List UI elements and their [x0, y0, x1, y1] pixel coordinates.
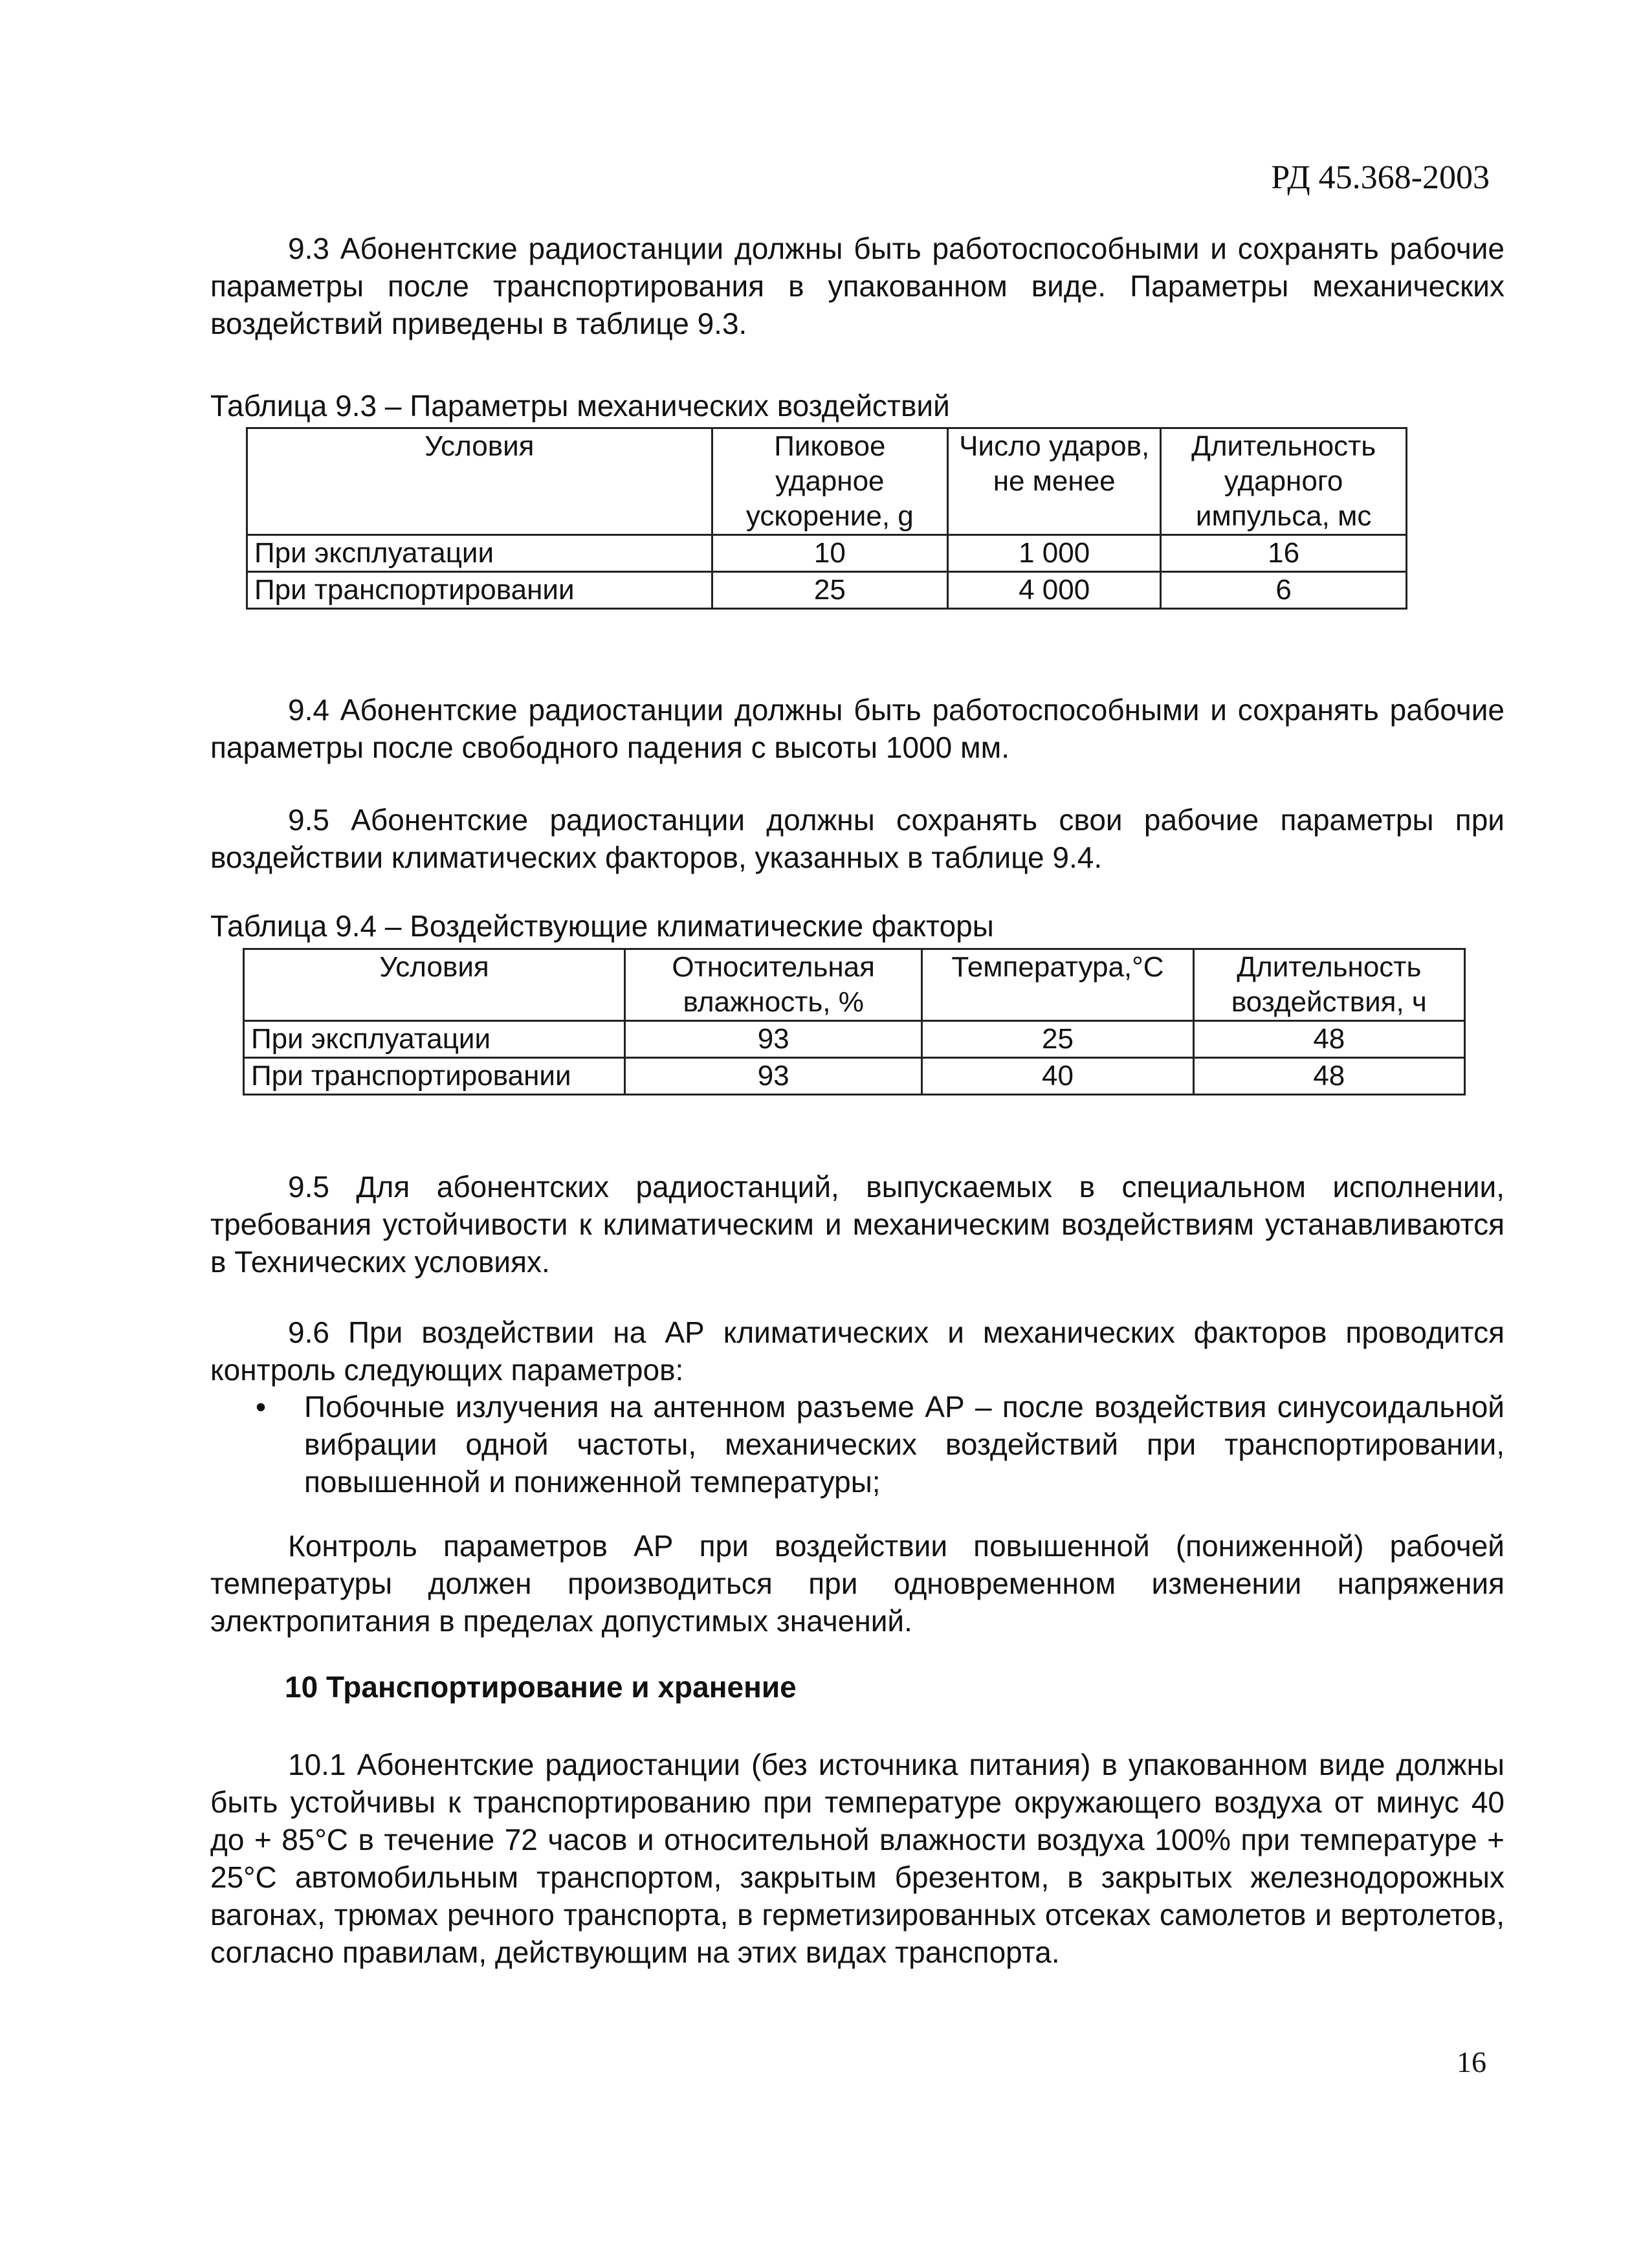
paragraph-9-6	[210, 1314, 1505, 1389]
document-code: РД 45.368-2003	[1271, 159, 1490, 196]
table-9-4	[243, 948, 1466, 1095]
paragraph-9-5b	[210, 1168, 1505, 1281]
table-cell: При транспортировании	[244, 1058, 625, 1095]
table-cell: 48	[1193, 1021, 1464, 1058]
paragraph-9-4	[210, 691, 1505, 766]
table-header-row	[244, 949, 1465, 1021]
bullet-dot: •	[256, 1390, 267, 1424]
table-cell: 1 000	[948, 535, 1161, 572]
bullet-text: Побочные излучения на антенном разъеме АР – после воздействия синусоидальной вибрации одной частоты, механических воздействий при транспортировании, повышенной и пониженной температуры;	[304, 1390, 1505, 1499]
table-cell: 4 000	[948, 572, 1161, 609]
table-cell: 25	[712, 572, 947, 609]
table-cell: 93	[625, 1021, 922, 1058]
header-cell: Условия	[247, 428, 712, 535]
paragraph-9-4-text: 9.4 Абонентские радиостанции должны быть работоспособными и сохранять рабочие параметры после свободного падения с высоты 1000 мм.	[210, 693, 1505, 764]
table-cell: 16	[1161, 535, 1407, 572]
paragraph-control-text: Контроль параметров АР при воздействии повышенной (пониженной) рабочей температуры должен производиться при одновременном изменении напряжения электропитания в пределах допустимых значений.	[210, 1529, 1505, 1638]
header-cell: Длительность ударного импульса, мс	[1161, 428, 1407, 535]
header-cell: Число ударов, не менее	[948, 428, 1161, 535]
header-cell: Длительность воздействия, ч	[1193, 949, 1464, 1021]
table-9-4-caption: Таблица 9.4 – Воздействующие климатические факторы	[210, 909, 994, 943]
section-10-heading: 10 Транспортирование и хранение	[285, 1670, 797, 1704]
paragraph-9-5b-text: 9.5 Для абонентских радиостанций, выпускаемых в специальном исполнении, требования устойчивости к климатическим и механическим воздействиям устанавливаются в Технических условиях.	[210, 1170, 1505, 1279]
paragraph-9-3	[210, 230, 1505, 342]
table-cell: 93	[625, 1058, 922, 1095]
header-cell: Условия	[244, 949, 625, 1021]
table-cell: При эксплуатации	[247, 535, 712, 572]
paragraph-9-6-text: 9.6 При воздействии на АР климатических и механических факторов проводится контроль следующих параметров:	[210, 1316, 1505, 1387]
paragraph-9-3-text: 9.3 Абонентские радиостанции должны быть работоспособными и сохранять рабочие параметры после транспортирования в упакованном виде. Параметры механических воздействий приведены в таблице 9.3.	[210, 232, 1505, 340]
paragraph-9-5a	[210, 801, 1505, 876]
page-number: 16	[1457, 2045, 1486, 2078]
table-cell: 6	[1161, 572, 1407, 609]
table-cell: 40	[922, 1058, 1193, 1095]
table-9-3-caption: Таблица 9.3 – Параметры механических воздействий	[210, 389, 950, 423]
header-cell: Относительная влажность, %	[625, 949, 922, 1021]
table-row	[247, 535, 1407, 572]
table-cell: При транспортировании	[247, 572, 712, 609]
header-cell: Пиковое ударное ускорение, g	[712, 428, 947, 535]
table-row	[247, 572, 1407, 609]
table-cell: При эксплуатации	[244, 1021, 625, 1058]
paragraph-10-1-text: 10.1 Абонентские радиостанции (без источника питания) в упакованном виде должны быть устойчивы к транспортированию при температуре окружающего воздуха от минус 40 до + 85°С в течение 72 часов и относительной влажности воздуха 100% при температуре + 25°С автомобильным транспортом, закрытым брезентом, в закрытых железнодорожных вагонах, трюмах речного транспорта, в герметизированных отсеках самолетов и вертолетов, согласно правилам, действующим на этих видах транспорта.	[210, 1748, 1505, 1969]
header-cell: Температура,°С	[922, 949, 1193, 1021]
table-9-3	[246, 427, 1407, 610]
bullet-list-item	[210, 1388, 1505, 1501]
paragraph-10-1	[210, 1746, 1505, 1971]
table-row	[244, 1058, 1465, 1095]
table-cell: 25	[922, 1021, 1193, 1058]
table-header-row	[247, 428, 1407, 535]
paragraph-9-5a-text: 9.5 Абонентские радиостанции должны сохранять свои рабочие параметры при воздействии климатических факторов, указанных в таблице 9.4.	[210, 803, 1505, 874]
paragraph-control	[210, 1527, 1505, 1640]
table-cell: 48	[1193, 1058, 1464, 1095]
table-cell: 10	[712, 535, 947, 572]
table-row	[244, 1021, 1465, 1058]
